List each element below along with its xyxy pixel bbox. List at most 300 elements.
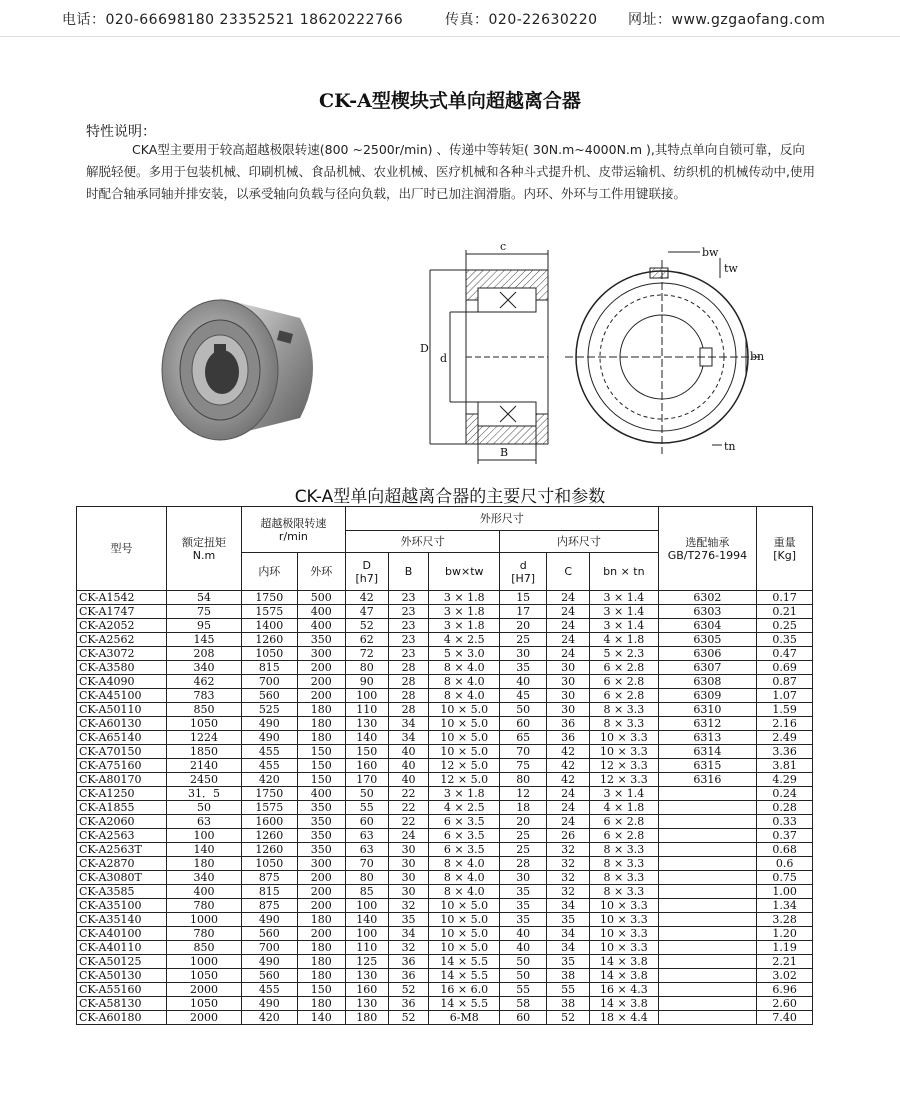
header-B: B — [388, 553, 429, 591]
table-cell: 4 × 2.5 — [429, 633, 500, 647]
label-D: D — [420, 342, 429, 355]
table-cell: 100 — [345, 899, 388, 913]
table-row — [77, 605, 813, 619]
table-cell: 7.40 — [757, 1011, 813, 1025]
table-cell: 500 — [297, 591, 345, 605]
table-cell: 5 × 3.0 — [429, 647, 500, 661]
table-cell: 60 — [345, 815, 388, 829]
table-cell: 55 — [345, 801, 388, 815]
table-cell — [658, 857, 757, 871]
table-cell: 1575 — [241, 801, 297, 815]
table-cell: 6307 — [658, 661, 757, 675]
table-cell: 28 — [388, 703, 429, 717]
table-cell: 420 — [241, 1011, 297, 1025]
table-cell: CK-A35140 — [77, 913, 167, 927]
table-cell: 32 — [388, 941, 429, 955]
table-cell: CK-A2060 — [77, 815, 167, 829]
table-cell: 1050 — [166, 969, 241, 983]
table-cell: 3 × 1.4 — [590, 787, 659, 801]
table-cell: 455 — [241, 745, 297, 759]
table-cell — [658, 927, 757, 941]
table-cell: 18 — [500, 801, 547, 815]
table-cell: 140 — [345, 913, 388, 927]
table-cell: 32 — [388, 899, 429, 913]
table-cell: 130 — [345, 997, 388, 1011]
table-cell: 24 — [547, 633, 590, 647]
table-cell: 16 × 4.3 — [590, 983, 659, 997]
table-cell: 28 — [500, 857, 547, 871]
table-cell: 130 — [345, 969, 388, 983]
table-cell: 52 — [388, 983, 429, 997]
table-cell: 490 — [241, 955, 297, 969]
table-cell: 2450 — [166, 773, 241, 787]
table-cell: 50 — [500, 955, 547, 969]
table-cell: 560 — [241, 927, 297, 941]
table-row — [77, 661, 813, 675]
table-cell: 350 — [297, 815, 345, 829]
table-cell: 100 — [166, 829, 241, 843]
table-cell: 1.00 — [757, 885, 813, 899]
table-cell: 63 — [345, 843, 388, 857]
website-link[interactable]: 网址：www.gzgaofang.com — [628, 12, 826, 28]
table-cell: 0.37 — [757, 829, 813, 843]
header-weight: 重量 [Kg] — [757, 507, 813, 591]
label-c: c — [500, 240, 507, 253]
table-cell: 700 — [241, 675, 297, 689]
table-cell: 10 × 5.0 — [429, 703, 500, 717]
table-cell: 3.81 — [757, 759, 813, 773]
table-cell: 3 × 1.4 — [590, 605, 659, 619]
label-tw: tw — [724, 262, 738, 275]
table-cell: 4 × 1.8 — [590, 801, 659, 815]
table-cell: 25 — [500, 829, 547, 843]
product-photo — [150, 278, 330, 458]
table-cell: 420 — [241, 773, 297, 787]
table-cell: 24 — [547, 619, 590, 633]
table-cell: 10 × 3.3 — [590, 731, 659, 745]
table-cell: 6303 — [658, 605, 757, 619]
table-cell: 32 — [547, 857, 590, 871]
table-cell: 38 — [547, 997, 590, 1011]
table-row — [77, 1011, 813, 1025]
table-cell: 150 — [345, 745, 388, 759]
table-cell: 6302 — [658, 591, 757, 605]
table-cell: 180 — [166, 857, 241, 871]
table-cell: 1750 — [241, 787, 297, 801]
table-cell — [658, 997, 757, 1011]
table-cell: 62 — [345, 633, 388, 647]
table-cell — [658, 787, 757, 801]
table-cell: 10 × 5.0 — [429, 899, 500, 913]
table-cell: 340 — [166, 661, 241, 675]
table-row — [77, 829, 813, 843]
table-cell: 0.69 — [757, 661, 813, 675]
table-cell: 6304 — [658, 619, 757, 633]
table-cell: 1224 — [166, 731, 241, 745]
table-cell: 0.47 — [757, 647, 813, 661]
header-torque: 额定扭矩 N.m — [166, 507, 241, 591]
table-title: CK-A型单向超越离合器的主要尺寸和参数 — [294, 487, 606, 507]
table-row — [77, 997, 813, 1011]
table-cell: CK-A2562 — [77, 633, 167, 647]
table-cell: 47 — [345, 605, 388, 619]
table-cell: 35 — [388, 913, 429, 927]
table-cell: 815 — [241, 885, 297, 899]
table-cell: 28 — [388, 689, 429, 703]
table-cell: 30 — [547, 689, 590, 703]
table-row — [77, 647, 813, 661]
table-cell: 1000 — [166, 913, 241, 927]
dimension-diagram — [400, 240, 765, 470]
table-cell: 40 — [500, 941, 547, 955]
table-row — [77, 675, 813, 689]
table-cell: CK-A80170 — [77, 773, 167, 787]
table-cell: 10 × 3.3 — [590, 941, 659, 955]
table-cell: 6305 — [658, 633, 757, 647]
table-row — [77, 885, 813, 899]
table-cell: CK-A2052 — [77, 619, 167, 633]
table-cell: 34 — [547, 899, 590, 913]
table-cell: 780 — [166, 927, 241, 941]
table-cell: 14 × 5.5 — [429, 969, 500, 983]
table-cell: 16 × 6.0 — [429, 983, 500, 997]
table-row — [77, 717, 813, 731]
table-cell: CK-A2563T — [77, 843, 167, 857]
table-cell: 2140 — [166, 759, 241, 773]
table-cell: CK-A1250 — [77, 787, 167, 801]
table-cell: 80 — [345, 871, 388, 885]
table-cell: 560 — [241, 969, 297, 983]
table-cell: 24 — [547, 815, 590, 829]
table-cell: 6 × 2.8 — [590, 689, 659, 703]
table-cell: 10 × 3.3 — [590, 913, 659, 927]
table-cell: 130 — [345, 717, 388, 731]
table-cell: 90 — [345, 675, 388, 689]
table-cell: CK-A40110 — [77, 941, 167, 955]
table-cell: 145 — [166, 633, 241, 647]
table-cell: 30 — [547, 675, 590, 689]
table-cell: 490 — [241, 997, 297, 1011]
table-cell: 20 — [500, 619, 547, 633]
table-cell: 110 — [345, 941, 388, 955]
table-cell: 1.34 — [757, 899, 813, 913]
table-cell — [658, 983, 757, 997]
table-row — [77, 941, 813, 955]
table-cell: 70 — [345, 857, 388, 871]
table-row — [77, 773, 813, 787]
table-cell: 140 — [166, 843, 241, 857]
table-cell: 36 — [388, 955, 429, 969]
table-cell: 455 — [241, 983, 297, 997]
table-cell: 3.36 — [757, 745, 813, 759]
table-cell: 26 — [547, 829, 590, 843]
table-cell: 30 — [547, 703, 590, 717]
table-cell: 12 × 5.0 — [429, 773, 500, 787]
table-cell: CK-A40100 — [77, 927, 167, 941]
table-cell: 1.59 — [757, 703, 813, 717]
table-cell: 22 — [388, 801, 429, 815]
contact-bar — [0, 0, 900, 36]
table-cell: 10 × 5.0 — [429, 941, 500, 955]
table-cell: CK-A3580 — [77, 661, 167, 675]
table-cell: 12 × 5.0 — [429, 759, 500, 773]
table-cell: 490 — [241, 731, 297, 745]
table-cell: 35 — [547, 955, 590, 969]
table-cell: 850 — [166, 941, 241, 955]
table-cell: 180 — [297, 703, 345, 717]
table-cell — [658, 829, 757, 843]
table-cell: 850 — [166, 703, 241, 717]
table-cell: 200 — [297, 927, 345, 941]
table-cell: 32 — [547, 871, 590, 885]
table-cell: 10 × 5.0 — [429, 913, 500, 927]
table-cell: 36 — [547, 731, 590, 745]
table-cell: 700 — [241, 941, 297, 955]
table-cell: 180 — [297, 941, 345, 955]
table-cell: CK-A50110 — [77, 703, 167, 717]
table-cell: 0.25 — [757, 619, 813, 633]
table-cell: 1050 — [166, 997, 241, 1011]
table-cell: 50 — [500, 969, 547, 983]
table-cell: 45 — [500, 689, 547, 703]
table-cell: CK-A2870 — [77, 857, 167, 871]
table-cell: 10 × 3.3 — [590, 745, 659, 759]
table-cell: 54 — [166, 591, 241, 605]
table-cell: 50 — [500, 703, 547, 717]
table-cell: 28 — [388, 675, 429, 689]
table-cell: 140 — [345, 731, 388, 745]
table-cell: 10 × 3.3 — [590, 899, 659, 913]
table-cell: 50 — [166, 801, 241, 815]
table-cell: 200 — [297, 871, 345, 885]
table-cell: 6 × 2.8 — [590, 675, 659, 689]
table-row — [77, 927, 813, 941]
table-cell: 1400 — [241, 619, 297, 633]
table-cell: 30 — [388, 885, 429, 899]
header-speed-outer: 外环 — [297, 553, 345, 591]
table-cell: CK-A45100 — [77, 689, 167, 703]
table-cell: CK-A65140 — [77, 731, 167, 745]
table-cell: 75 — [500, 759, 547, 773]
table-cell: 10 × 5.0 — [429, 745, 500, 759]
table-cell: 200 — [297, 689, 345, 703]
table-cell: CK-A60130 — [77, 717, 167, 731]
table-cell: 6308 — [658, 675, 757, 689]
table-cell: 40 — [388, 759, 429, 773]
table-cell: 0.68 — [757, 843, 813, 857]
table-cell: 200 — [297, 661, 345, 675]
table-cell: 875 — [241, 871, 297, 885]
table-cell: 23 — [388, 619, 429, 633]
table-cell: 1750 — [241, 591, 297, 605]
table-cell: 50 — [345, 787, 388, 801]
table-cell: 52 — [547, 1011, 590, 1025]
table-cell: 30 — [388, 843, 429, 857]
header-D: D [h7] — [345, 553, 388, 591]
table-cell: 0.6 — [757, 857, 813, 871]
table-cell: 180 — [297, 717, 345, 731]
table-cell: 1850 — [166, 745, 241, 759]
table-cell: 560 — [241, 689, 297, 703]
table-row — [77, 913, 813, 927]
header-bntn: bn × tn — [590, 553, 659, 591]
table-cell: 8 × 4.0 — [429, 675, 500, 689]
table-cell: CK-A1542 — [77, 591, 167, 605]
table-cell: 180 — [297, 969, 345, 983]
table-cell — [658, 1011, 757, 1025]
table-cell: 52 — [388, 1011, 429, 1025]
table-cell: 85 — [345, 885, 388, 899]
table-cell: 55 — [500, 983, 547, 997]
table-cell: 100 — [345, 927, 388, 941]
label-bn: bn — [750, 350, 765, 363]
table-cell: 60 — [500, 717, 547, 731]
table-cell: 780 — [166, 899, 241, 913]
table-cell: 1600 — [241, 815, 297, 829]
table-cell: 52 — [345, 619, 388, 633]
table-cell: CK-A60180 — [77, 1011, 167, 1025]
table-cell: 3 × 1.8 — [429, 591, 500, 605]
table-cell: 0.33 — [757, 815, 813, 829]
table-cell: 150 — [297, 745, 345, 759]
table-cell: 65 — [500, 731, 547, 745]
table-cell: 6310 — [658, 703, 757, 717]
table-cell: 3.28 — [757, 913, 813, 927]
table-cell: 36 — [388, 997, 429, 1011]
table-cell: 6 × 2.8 — [590, 815, 659, 829]
table-cell: 6 × 2.8 — [590, 829, 659, 843]
table-cell: 340 — [166, 871, 241, 885]
fax-text: 传真：020-22630220 — [445, 12, 598, 28]
table-cell: 22 — [388, 815, 429, 829]
table-cell: 6306 — [658, 647, 757, 661]
table-cell: 14 × 3.8 — [590, 997, 659, 1011]
table-cell: 38 — [547, 969, 590, 983]
table-cell: 200 — [297, 885, 345, 899]
table-cell: 6315 — [658, 759, 757, 773]
header-bwtw: bw×tw — [429, 553, 500, 591]
table-cell: 24 — [547, 801, 590, 815]
table-cell: 24 — [388, 829, 429, 843]
table-cell: 2.21 — [757, 955, 813, 969]
table-row — [77, 759, 813, 773]
label-bw: bw — [702, 246, 719, 259]
table-cell: CK-A1855 — [77, 801, 167, 815]
table-cell: 3 × 1.4 — [590, 619, 659, 633]
table-cell: 3 × 1.8 — [429, 605, 500, 619]
table-cell: 28 — [388, 661, 429, 675]
table-cell: 17 — [500, 605, 547, 619]
table-cell — [658, 969, 757, 983]
table-cell: 490 — [241, 717, 297, 731]
table-cell: CK-A2563 — [77, 829, 167, 843]
table-cell: 23 — [388, 647, 429, 661]
table-cell: 63 — [166, 815, 241, 829]
table-cell: 815 — [241, 661, 297, 675]
table-row — [77, 899, 813, 913]
table-cell — [658, 843, 757, 857]
table-cell: 150 — [297, 983, 345, 997]
table-cell: 160 — [345, 759, 388, 773]
table-cell — [658, 815, 757, 829]
header-dims: 外形尺寸 — [345, 507, 658, 531]
table-cell: 1260 — [241, 843, 297, 857]
table-cell: 4 × 2.5 — [429, 801, 500, 815]
table-cell: 8 × 3.3 — [590, 857, 659, 871]
phone-text: 电话：020-66698180 23352521 18620222766 — [62, 12, 404, 28]
table-cell: CK-A75160 — [77, 759, 167, 773]
table-row — [77, 969, 813, 983]
feature-description: CKA型主要用于较高超越极限转速(800 ~2500r/min) 、传递中等转矩( 30N.m~4000N.m ),其特点单向自锁可靠，反向解脱轻便。多用于包装机械、印刷机械、食品机械、农业机械、医疗机械和各种斗式提升机、皮带运输机、纺织机的机械传动中,使用时配合轴承同轴并排安装，以承受轴向负载与径向负载，出厂时已加注润滑脂。内环、外环与工件用键联接。 — [86, 142, 815, 201]
table-cell: 24 — [547, 591, 590, 605]
table-cell: 8 × 4.0 — [429, 689, 500, 703]
table-cell: 3 × 1.8 — [429, 787, 500, 801]
table-row — [77, 633, 813, 647]
table-cell: 300 — [297, 647, 345, 661]
table-cell — [658, 801, 757, 815]
table-cell: 42 — [547, 759, 590, 773]
table-cell: 32 — [547, 885, 590, 899]
table-cell: 400 — [297, 787, 345, 801]
table-cell: 24 — [547, 647, 590, 661]
table-cell: 3 × 1.4 — [590, 591, 659, 605]
table-cell: 4 × 1.8 — [590, 633, 659, 647]
table-row — [77, 871, 813, 885]
table-cell: 60 — [500, 1011, 547, 1025]
table-cell: 140 — [297, 1011, 345, 1025]
table-cell: 12 × 3.3 — [590, 759, 659, 773]
table-cell: 8 × 4.0 — [429, 857, 500, 871]
table-cell: 525 — [241, 703, 297, 717]
table-cell: 455 — [241, 759, 297, 773]
header-model: 型号 — [77, 507, 167, 591]
table-cell — [658, 885, 757, 899]
table-row — [77, 983, 813, 997]
table-cell: 0.17 — [757, 591, 813, 605]
table-cell: 8 × 4.0 — [429, 661, 500, 675]
table-cell: 34 — [388, 717, 429, 731]
table-cell: 125 — [345, 955, 388, 969]
feature-heading: 特性说明： — [86, 124, 156, 140]
table-cell: CK-A55160 — [77, 983, 167, 997]
table-row — [77, 689, 813, 703]
table-cell: 400 — [166, 885, 241, 899]
header-speed: 超越极限转速 r/min — [241, 507, 345, 553]
table-row — [77, 745, 813, 759]
table-cell: 23 — [388, 591, 429, 605]
table-cell: 72 — [345, 647, 388, 661]
table-cell: 14 × 5.5 — [429, 955, 500, 969]
table-row — [77, 731, 813, 745]
table-cell: 0.28 — [757, 801, 813, 815]
table-cell: 20 — [500, 815, 547, 829]
table-cell: 42 — [547, 745, 590, 759]
table-cell: 6 × 3.5 — [429, 815, 500, 829]
table-cell: 8 × 4.0 — [429, 885, 500, 899]
table-cell: 1050 — [241, 857, 297, 871]
table-cell: 14 × 5.5 — [429, 997, 500, 1011]
table-cell: 8 × 3.3 — [590, 871, 659, 885]
table-cell: 70 — [500, 745, 547, 759]
table-cell: 0.24 — [757, 787, 813, 801]
table-cell: 10 × 5.0 — [429, 927, 500, 941]
table-cell: 25 — [500, 843, 547, 857]
table-cell: 160 — [345, 983, 388, 997]
table-cell: 1050 — [241, 647, 297, 661]
table-cell: 5 × 2.3 — [590, 647, 659, 661]
table-cell: 14 × 3.8 — [590, 969, 659, 983]
table-row — [77, 843, 813, 857]
